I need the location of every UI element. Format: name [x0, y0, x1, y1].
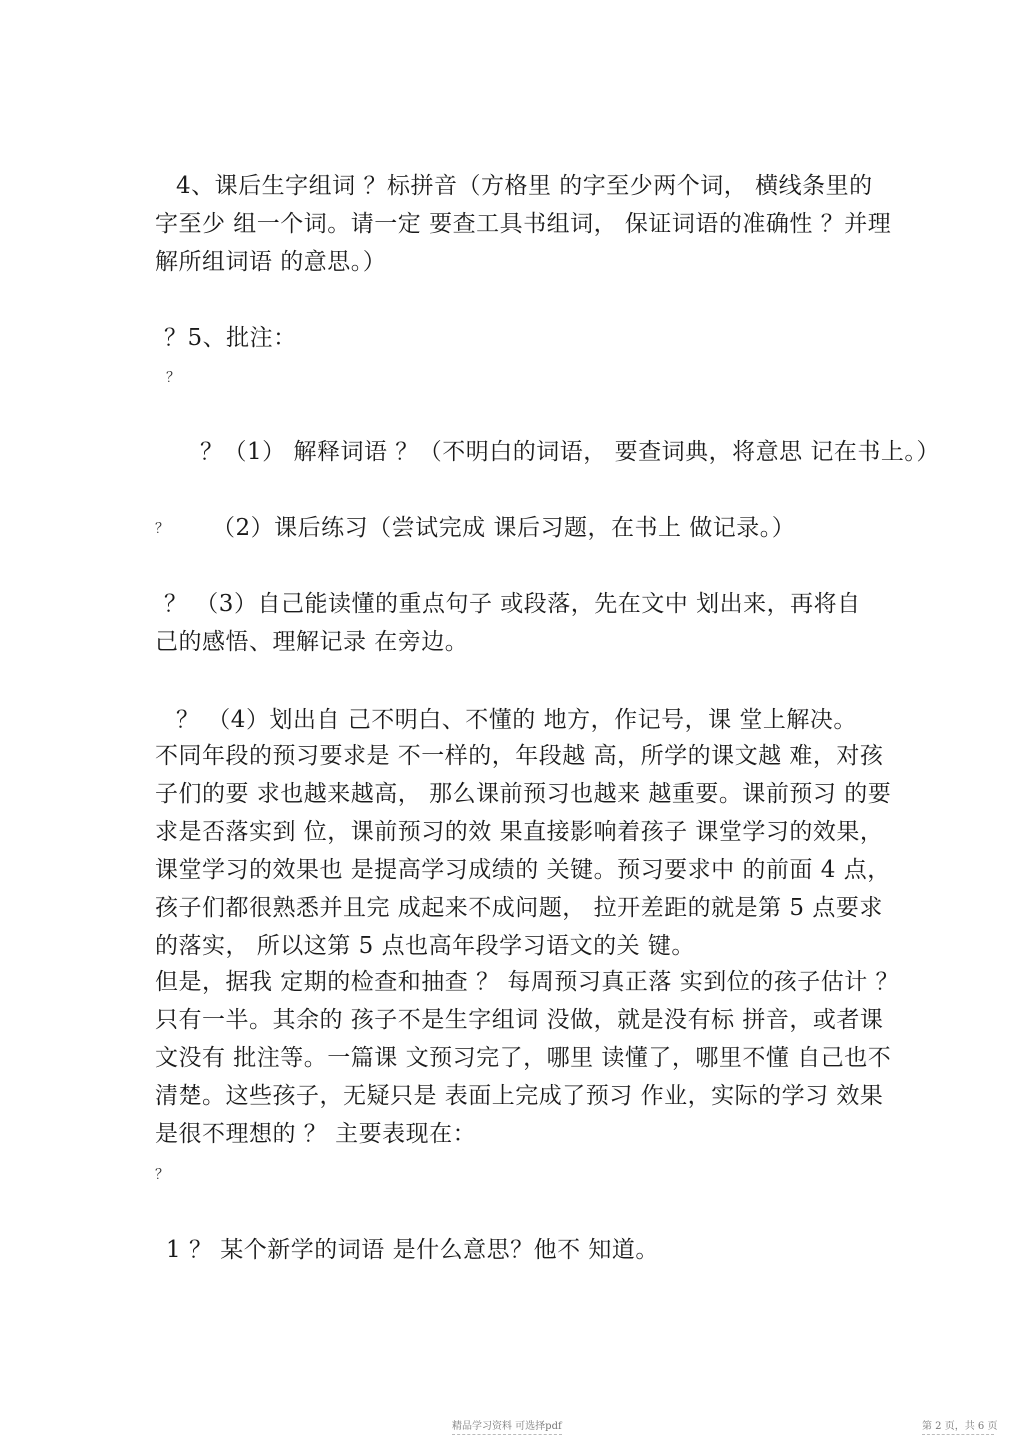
sub-item-4: ？ （4）划出自 己不明白、不懂的 地方，作记号，课 堂上解决。 [176, 707, 857, 733]
question-mark-a: ？ [166, 370, 180, 386]
item4-line-2: 字至少 组一个词。请一定 要查工具书组词， 保证词语的准确性 ？并理 [155, 211, 892, 237]
sub-item-3-line-1: ？ （3）自己能读懂的重点句子 或段落，先在文中 划出来，再将自 [164, 591, 861, 617]
question-mark-sub2: ？ [155, 521, 169, 537]
item4-line-1: 4、课后生字组词 ？标拼音（方格里 的字至少两个词， 横线条里的 [176, 173, 873, 199]
para2-line-4: 清楚。这些孩子，无疑只是 表面上完成了预习 作业，实际的学习 效果 [155, 1083, 884, 1109]
para1-line-1: 不同年段的预习要求是 不一样的，年段越 高，所学的课文越 难，对孩 [155, 743, 884, 769]
question-mark-b: ？ [155, 1167, 169, 1183]
para1-line-3: 求是否落实到 位，课前预习的效 果直接影响着孩子 课堂学习的效果， [155, 819, 884, 845]
item5-title: ？5、批注： [164, 325, 297, 351]
para2-line-1: 但是，据我 定期的检查和抽查 ？ 每周预习真正落 实到位的孩子估计 ？ [155, 969, 900, 995]
sub-item-1: ？（1） 解释词语 ？（不明白的词语， 要查词典，将意思 记在书上。） [200, 439, 940, 465]
para1-line-4: 课堂学习的效果也 是提高学习成绩的 关键。预习要求中 的前面 4 点， [155, 857, 891, 883]
item4-line-3: 解所组词语 的意思。） [155, 249, 387, 275]
footer-right-divider [922, 1434, 994, 1435]
para1-line-6: 的落实， 所以这第 5 点也高年段学习语文的关 键。 [155, 933, 695, 959]
para2-line-3: 文没有 批注等。一篇课 文预习完了，哪里 读懂了，哪里不懂 自己也不 [155, 1045, 892, 1071]
sub-item-2: （2）课后练习（尝试完成 课后习题，在书上 做记录。） [212, 515, 796, 541]
para1-line-5: 孩子们都很熟悉并且完 成起来不成问题， 拉开差距的就是第 5 点要求 [155, 895, 883, 921]
footer-left-text: 精品学习资料 可选择pdf [452, 1421, 562, 1432]
sub-item-3-line-2: 己的感悟、理解记录 在旁边。 [155, 629, 469, 655]
point-1: 1 ？ 某个新学的词语 是什么意思？他不 知道。 [166, 1237, 659, 1263]
para2-line-5: 是很不理想的 ？ 主要表现在： [155, 1121, 477, 1147]
para2-line-2: 只有一半。其余的 孩子不是生字组词 没做，就是没有标 拼音，或者课 [155, 1007, 884, 1033]
footer-page-number: 第 2 页，共 6 页 [922, 1421, 998, 1432]
para1-line-2: 子们的要 求也越来越高， 那么课前预习也越来 越重要。课前预习 的要 [155, 781, 892, 807]
footer-left-divider [452, 1434, 562, 1435]
